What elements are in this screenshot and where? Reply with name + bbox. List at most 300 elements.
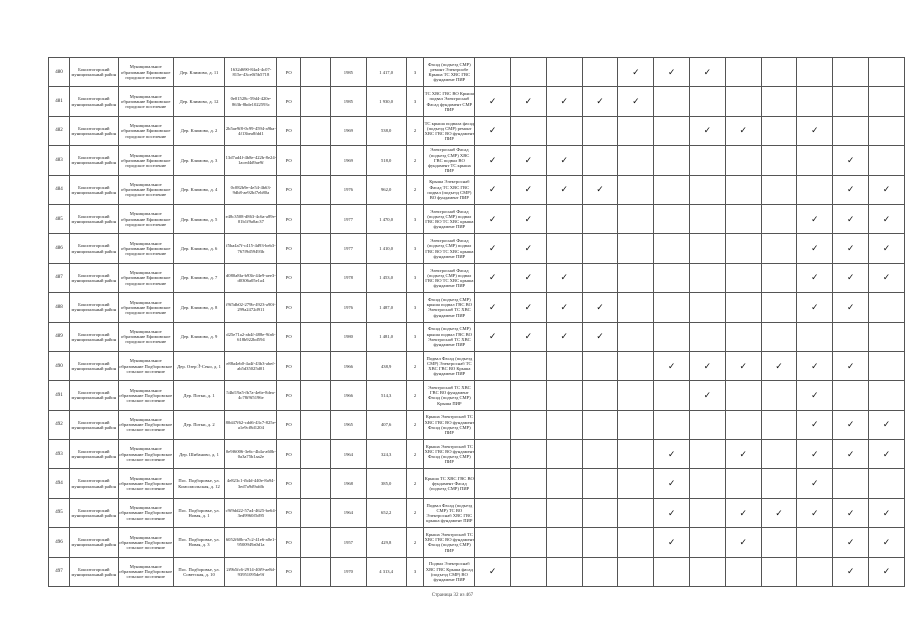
blank-cell: [301, 351, 331, 380]
district-cell: Бокситогорский муниципальный район: [69, 116, 118, 145]
checkmark-cell: ✓: [475, 175, 511, 204]
form-cell: РО: [277, 498, 301, 527]
address-cell: Пос. Подборовье, ул. Новая, д. 3: [173, 528, 225, 557]
form-cell: РО: [277, 263, 301, 292]
district-cell: Бокситогорский муниципальный район: [69, 469, 118, 498]
checkmark-cell: [761, 263, 797, 292]
checkmark-cell: ✓: [869, 498, 905, 527]
area-cell: 962,0: [366, 175, 406, 204]
floors-cell: 2: [406, 351, 424, 380]
checkmark-cell: ✓: [797, 440, 833, 469]
table-row: [49, 498, 905, 527]
checkmark-cell: [582, 263, 618, 292]
blank-cell: [301, 528, 331, 557]
cadastral-id-cell: 13d7ad4f-4b8e-422b-8e24-1aced4d9ae9f: [225, 146, 277, 175]
checkmark-cell: ✓: [869, 263, 905, 292]
area-cell: 514,3: [366, 381, 406, 410]
checkmark-cell: ✓: [654, 351, 690, 380]
year-cell: 1957: [330, 528, 366, 557]
checkmark-cell: [725, 469, 761, 498]
floors-cell: 3: [406, 293, 424, 322]
form-cell: РО: [277, 146, 301, 175]
checkmark-cell: [725, 381, 761, 410]
checkmark-cell: ✓: [725, 440, 761, 469]
area-cell: 538,0: [366, 116, 406, 145]
address-cell: Дер. Климово, д. 6: [173, 234, 225, 263]
checkmark-cell: [582, 557, 618, 586]
checkmark-cell: [618, 410, 654, 439]
checkmark-cell: [582, 58, 618, 87]
checkmark-cell: ✓: [475, 87, 511, 116]
checkmark-cell: ✓: [546, 175, 582, 204]
cadastral-id-cell: 80d47f62-cdd6-43c7-825e-a1e9cf8d1204: [225, 410, 277, 439]
checkmark-cell: [511, 351, 547, 380]
district-cell: Бокситогорский муниципальный район: [69, 58, 118, 87]
checkmark-cell: [761, 528, 797, 557]
checkmark-cell: [582, 234, 618, 263]
checkmark-cell: ✓: [797, 381, 833, 410]
checkmark-cell: ✓: [511, 175, 547, 204]
form-cell: РО: [277, 293, 301, 322]
checkmark-cell: ✓: [797, 234, 833, 263]
checkmark-cell: [761, 234, 797, 263]
year-cell: 1976: [330, 293, 366, 322]
checkmark-cell: [761, 175, 797, 204]
checkmark-cell: [475, 440, 511, 469]
checkmark-cell: [582, 351, 618, 380]
blank-cell: [301, 322, 331, 351]
table-row: [49, 322, 905, 351]
area-cell: 1 417,0: [366, 58, 406, 87]
checkmark-cell: ✓: [833, 263, 869, 292]
checkmark-cell: [690, 234, 726, 263]
checkmark-cell: [546, 498, 582, 527]
table-row: [49, 204, 905, 233]
checkmark-cell: [654, 204, 690, 233]
district-cell: Бокситогорский муниципальный район: [69, 381, 118, 410]
checkmark-cell: ✓: [475, 322, 511, 351]
checkmark-cell: [475, 410, 511, 439]
checkmark-cell: ✓: [725, 116, 761, 145]
checkmark-cell: [546, 557, 582, 586]
checkmark-cell: [690, 469, 726, 498]
checkmark-cell: [475, 469, 511, 498]
checkmark-cell: ✓: [511, 293, 547, 322]
row-number: 482: [49, 116, 70, 145]
year-cell: 1977: [330, 234, 366, 263]
checkmark-cell: [725, 175, 761, 204]
area-cell: 1 410,0: [366, 234, 406, 263]
checkmark-cell: [725, 146, 761, 175]
address-cell: Дер. Озерो-Сено, д. 1: [173, 351, 225, 380]
checkmark-cell: ✓: [833, 146, 869, 175]
checkmark-cell: [582, 204, 618, 233]
checkmark-cell: [475, 351, 511, 380]
checkmark-cell: [546, 440, 582, 469]
checkmark-cell: ✓: [869, 204, 905, 233]
checkmark-cell: [654, 293, 690, 322]
checkmark-cell: [654, 263, 690, 292]
cadastral-id-cell: 4e823c1-fb4d-440e-8a94-3ed7a9d9afdb: [225, 469, 277, 498]
checkmark-cell: ✓: [725, 528, 761, 557]
table-row: [49, 351, 905, 380]
year-cell: 1964: [330, 440, 366, 469]
checkmark-cell: ✓: [833, 440, 869, 469]
row-number: 487: [49, 263, 70, 292]
checkmark-cell: [654, 175, 690, 204]
row-number: 491: [49, 381, 70, 410]
checkmark-cell: ✓: [546, 87, 582, 116]
settlement-cell: Муниципальное образование Подборовское сельское поселение: [118, 469, 173, 498]
checkmark-cell: ✓: [833, 293, 869, 322]
checkmark-cell: [833, 381, 869, 410]
checkmark-cell: [833, 469, 869, 498]
row-number: 486: [49, 234, 70, 263]
address-cell: Дер. Климово, д. 5: [173, 204, 225, 233]
form-cell: РО: [277, 204, 301, 233]
checkmark-cell: ✓: [475, 204, 511, 233]
settlement-cell: Муниципальное образование Ефимовское городское поселение: [118, 146, 173, 175]
checkmark-cell: [833, 58, 869, 87]
checkmark-cell: ✓: [869, 440, 905, 469]
checkmark-cell: [546, 204, 582, 233]
checkmark-cell: [761, 469, 797, 498]
floors-cell: 2: [406, 381, 424, 410]
checkmark-cell: [690, 175, 726, 204]
table-row: [49, 410, 905, 439]
checkmark-cell: [725, 557, 761, 586]
works-cell: Крыша Электроснаб ТС ХВС ГВС ВО фундамент Фасад (подъезд СМР) ПИР: [424, 440, 475, 469]
checkmark-cell: ✓: [725, 351, 761, 380]
floors-cell: 2: [406, 469, 424, 498]
table-row: [49, 116, 905, 145]
area-cell: 518,0: [366, 146, 406, 175]
floors-cell: 2: [406, 528, 424, 557]
form-cell: РО: [277, 528, 301, 557]
blank-cell: [301, 204, 331, 233]
checkmark-cell: [725, 293, 761, 322]
blank-cell: [301, 58, 331, 87]
checkmark-cell: ✓: [797, 293, 833, 322]
checkmark-cell: [654, 116, 690, 145]
checkmark-cell: [690, 528, 726, 557]
cadastral-id-cell: 2b5ae9f8-0c99-4594-a9ba-4f13bea8fdd1: [225, 116, 277, 145]
checkmark-cell: [618, 351, 654, 380]
checkmark-cell: [690, 263, 726, 292]
checkmark-cell: [654, 557, 690, 586]
blank-cell: [301, 410, 331, 439]
floors-cell: 2: [406, 175, 424, 204]
blank-cell: [301, 146, 331, 175]
checkmark-cell: ✓: [654, 58, 690, 87]
checkmark-cell: ✓: [618, 87, 654, 116]
checkmark-cell: ✓: [511, 263, 547, 292]
checkmark-cell: [690, 87, 726, 116]
checkmark-cell: [761, 381, 797, 410]
table-row: [49, 381, 905, 410]
area-cell: 429,8: [366, 528, 406, 557]
cadastral-id-cell: 0c082b9e-4e54-4b63-9db8-ae92bf7eb80a: [225, 175, 277, 204]
table-row: [49, 293, 905, 322]
checkmark-cell: ✓: [475, 116, 511, 145]
cadastral-id-cell: f5ba4a7f-c415-4d93-beb3-767f9d59493b: [225, 234, 277, 263]
form-cell: РО: [277, 410, 301, 439]
checkmark-cell: ✓: [833, 410, 869, 439]
checkmark-cell: ✓: [511, 322, 547, 351]
checkmark-cell: [546, 381, 582, 410]
checkmark-cell: [511, 58, 547, 87]
table-row: [49, 58, 905, 87]
area-cell: 1 930,0: [366, 87, 406, 116]
year-cell: 1964: [330, 498, 366, 527]
settlement-cell: Муниципальное образование Ефимовское городское поселение: [118, 293, 173, 322]
settlement-cell: Муниципальное образование Подборовское сельское поселение: [118, 351, 173, 380]
checkmark-cell: ✓: [511, 87, 547, 116]
area-cell: 1 470,0: [366, 204, 406, 233]
year-cell: 1978: [330, 263, 366, 292]
floors-cell: 3: [406, 234, 424, 263]
checkmark-cell: [582, 498, 618, 527]
checkmark-cell: [618, 263, 654, 292]
checkmark-cell: [797, 87, 833, 116]
row-number: 497: [49, 557, 70, 586]
address-cell: Дер. Климово, д. 4: [173, 175, 225, 204]
checkmark-cell: [869, 381, 905, 410]
checkmark-cell: ✓: [546, 263, 582, 292]
checkmark-cell: ✓: [797, 469, 833, 498]
checkmark-cell: [618, 322, 654, 351]
checkmark-cell: ✓: [546, 146, 582, 175]
floors-cell: 2: [406, 410, 424, 439]
settlement-cell: Муниципальное образование Подборовское сельское поселение: [118, 498, 173, 527]
checkmark-cell: [761, 410, 797, 439]
year-cell: 1977: [330, 204, 366, 233]
checkmark-cell: ✓: [654, 440, 690, 469]
checkmark-cell: [725, 204, 761, 233]
checkmark-cell: [475, 498, 511, 527]
form-cell: РО: [277, 116, 301, 145]
checkmark-cell: [654, 322, 690, 351]
checkmark-cell: [618, 204, 654, 233]
area-cell: 4 313,4: [366, 557, 406, 586]
works-cell: Крыша Электроснаб Фасад ТС ХВС ГВС подвал (подъезд СМР) ВО фундамент ПИР: [424, 175, 475, 204]
address-cell: Дер. Климово, д. 12: [173, 87, 225, 116]
table-row: [49, 146, 905, 175]
district-cell: Бокситогорский муниципальный район: [69, 204, 118, 233]
table-row: [49, 263, 905, 292]
checkmark-cell: ✓: [833, 498, 869, 527]
year-cell: 1985: [330, 87, 366, 116]
form-cell: РО: [277, 322, 301, 351]
row-number: 490: [49, 351, 70, 380]
checkmark-cell: ✓: [725, 498, 761, 527]
checkmark-cell: [869, 87, 905, 116]
checkmark-cell: [869, 116, 905, 145]
address-cell: Дер. Климово, д. 3: [173, 146, 225, 175]
works-cell: Крыша Электроснаб ТС ХВС ГВС ВО фундамент Фасад (подъезд СМР) ПИР: [424, 528, 475, 557]
settlement-cell: Муниципальное образование Ефимовское городское поселение: [118, 234, 173, 263]
year-cell: 1965: [330, 410, 366, 439]
checkmark-cell: [761, 116, 797, 145]
checkmark-cell: [869, 351, 905, 380]
table-row: [49, 234, 905, 263]
address-cell: Дер. Потки, д. 2: [173, 410, 225, 439]
floors-cell: 3: [406, 322, 424, 351]
row-number: 480: [49, 58, 70, 87]
works-cell: Подвал Фасад (подъезд СМР) Электроснаб ТС ХВС ГВС ВО Крыша фундамент ПИР: [424, 351, 475, 380]
works-cell: Фасад (подъезд СМР) крыша подвал ГВС ВО Электроснаб ТС ХВС фундамент ПИР: [424, 293, 475, 322]
checkmark-cell: [582, 528, 618, 557]
checkmark-cell: [582, 146, 618, 175]
address-cell: Пос. Подборовье, ул. Комсомольская, д. 12: [173, 469, 225, 498]
checkmark-cell: [546, 351, 582, 380]
works-cell: Подвал Фасад (подъезд СМР) ТС ВО Электроснаб ХВС ГВС крыша фундамент ПИР: [424, 498, 475, 527]
checkmark-cell: [797, 528, 833, 557]
district-cell: Бокситогорский муниципальный район: [69, 234, 118, 263]
checkmark-cell: [546, 469, 582, 498]
checkmark-cell: [761, 87, 797, 116]
cadastral-id-cell: e88a4eb0-4a4f-43b3-abef-ab5d35025d01: [225, 351, 277, 380]
checkmark-cell: [690, 146, 726, 175]
checkmark-cell: ✓: [797, 263, 833, 292]
settlement-cell: Муниципальное образование Ефимовское городское поселение: [118, 204, 173, 233]
area-cell: 407,6: [366, 410, 406, 439]
address-cell: Пос. Подборовье, ул. Новая, д. 1: [173, 498, 225, 527]
checkmark-cell: ✓: [797, 116, 833, 145]
settlement-cell: Муниципальное образование Подборовское сельское поселение: [118, 440, 173, 469]
year-cell: 1969: [330, 116, 366, 145]
checkmark-cell: [618, 498, 654, 527]
row-number: 485: [49, 204, 70, 233]
address-cell: Дер. Климово, д. 8: [173, 293, 225, 322]
checkmark-cell: [725, 87, 761, 116]
row-number: 494: [49, 469, 70, 498]
works-cell: Электроснаб Фасад (подъезд СМР) подвал ГВС ВО ТС ХВС крыша фундамент ПИР: [424, 234, 475, 263]
floors-cell: 3: [406, 58, 424, 87]
checkmark-cell: [618, 234, 654, 263]
area-cell: 1 481,0: [366, 322, 406, 351]
works-cell: Фасад (подъезд СМР) ремонт Электрообе Крыша ТС ХВС ГВС фундамент ПИР: [424, 58, 475, 87]
form-cell: РО: [277, 87, 301, 116]
checkmark-cell: [761, 440, 797, 469]
floors-cell: 3: [406, 87, 424, 116]
cadastral-id-cell: e48c3508-d863-4c6a-a89e-01b1f9a0ac37: [225, 204, 277, 233]
cadastral-id-cell: 54bf19a5-fb7a-4e6e-8dea-4c78f9f5196e: [225, 381, 277, 410]
checkmark-cell: ✓: [797, 498, 833, 527]
checkmark-cell: [582, 381, 618, 410]
works-cell: Крыша Электроснаб ТС ХВС ГВС ВО фундамент Фасад (подъезд СМР) ПИР: [424, 410, 475, 439]
checkmark-cell: [797, 175, 833, 204]
address-cell: Дер. Климово, д. 11: [173, 58, 225, 87]
settlement-cell: Муниципальное образование Ефимовское городское поселение: [118, 58, 173, 87]
works-cell: Электроснаб Фасад (подъезд СМР) подвал ГВС ВО ТС ХВС крыша фундамент ПИР: [424, 263, 475, 292]
row-number: 496: [49, 528, 70, 557]
cadastral-id-cell: d080a8fa-b93b-44e9-aee3-d0306a05e1a4: [225, 263, 277, 292]
checkmark-cell: [582, 469, 618, 498]
checkmark-cell: ✓: [833, 175, 869, 204]
form-cell: РО: [277, 234, 301, 263]
checkmark-cell: ✓: [833, 234, 869, 263]
checkmark-cell: ✓: [475, 234, 511, 263]
works-cell: Электроснаб Фасад (подъезд СМР) подвал ГВС ВО ТС ХВС крыша фундамент ПИР: [424, 204, 475, 233]
district-cell: Бокситогорский муниципальный район: [69, 410, 118, 439]
row-number: 488: [49, 293, 70, 322]
checkmark-cell: ✓: [475, 263, 511, 292]
table-row: [49, 440, 905, 469]
checkmark-cell: [833, 322, 869, 351]
checkmark-cell: ✓: [654, 528, 690, 557]
district-cell: Бокситогорский муниципальный район: [69, 528, 118, 557]
checkmark-cell: [761, 293, 797, 322]
cadastral-id-cell: c9f9dd22-57a4-4625-be64-3ed9960f5d95: [225, 498, 277, 527]
checkmark-cell: [618, 146, 654, 175]
checkmark-cell: [797, 322, 833, 351]
settlement-cell: Муниципальное образование Подборовское сельское поселение: [118, 381, 173, 410]
district-cell: Бокситогорский муниципальный район: [69, 322, 118, 351]
checkmark-cell: ✓: [869, 410, 905, 439]
form-cell: РО: [277, 469, 301, 498]
district-cell: Бокситогорский муниципальный район: [69, 498, 118, 527]
checkmark-cell: [618, 175, 654, 204]
blank-cell: [301, 116, 331, 145]
checkmark-cell: ✓: [833, 528, 869, 557]
checkmark-cell: [546, 116, 582, 145]
capital-repair-table: [48, 57, 905, 587]
row-number: 495: [49, 498, 70, 527]
works-cell: Крыша ТС ХВС ГВС ВО фундамент Фасад (подъезд СМР) ПИР: [424, 469, 475, 498]
checkmark-cell: [618, 293, 654, 322]
district-cell: Бокситогорский муниципальный район: [69, 557, 118, 586]
checkmark-cell: ✓: [869, 234, 905, 263]
checkmark-cell: ✓: [475, 146, 511, 175]
checkmark-cell: ✓: [582, 87, 618, 116]
cadastral-id-cell: 0e9f6006-3e6c-4b4a-a60b-0a3a75b1aa2e: [225, 440, 277, 469]
checkmark-cell: [690, 322, 726, 351]
checkmark-cell: [546, 234, 582, 263]
checkmark-cell: [582, 410, 618, 439]
table-row: [49, 175, 905, 204]
settlement-cell: Муниципальное образование Подборовское сельское поселение: [118, 557, 173, 586]
checkmark-cell: [761, 322, 797, 351]
works-cell: Подвал Электроснаб ХВС ГВС Крыша фасад (подъезд СМР) ВО фундамент ПИР: [424, 557, 475, 586]
area-cell: 385,0: [366, 469, 406, 498]
checkmark-cell: [725, 322, 761, 351]
checkmark-cell: ✓: [761, 351, 797, 380]
checkmark-cell: [511, 381, 547, 410]
checkmark-cell: [690, 293, 726, 322]
checkmark-cell: [654, 381, 690, 410]
checkmark-cell: ✓: [582, 293, 618, 322]
form-cell: РО: [277, 381, 301, 410]
floors-cell: 2: [406, 498, 424, 527]
blank-cell: [301, 440, 331, 469]
blank-cell: [301, 234, 331, 263]
checkmark-cell: [618, 557, 654, 586]
area-cell: 1 453,0: [366, 263, 406, 292]
settlement-cell: Муниципальное образование Ефимовское городское поселение: [118, 116, 173, 145]
checkmark-cell: [511, 528, 547, 557]
checkmark-cell: [761, 58, 797, 87]
checkmark-cell: ✓: [690, 351, 726, 380]
address-cell: Дер. Шибаново, д. 1: [173, 440, 225, 469]
checkmark-cell: [833, 116, 869, 145]
district-cell: Бокситогорский муниципальный район: [69, 175, 118, 204]
checkmark-cell: ✓: [546, 293, 582, 322]
checkmark-cell: ✓: [869, 528, 905, 557]
checkmark-cell: [690, 204, 726, 233]
settlement-cell: Муниципальное образование Ефимовское городское поселение: [118, 263, 173, 292]
checkmark-cell: [725, 234, 761, 263]
